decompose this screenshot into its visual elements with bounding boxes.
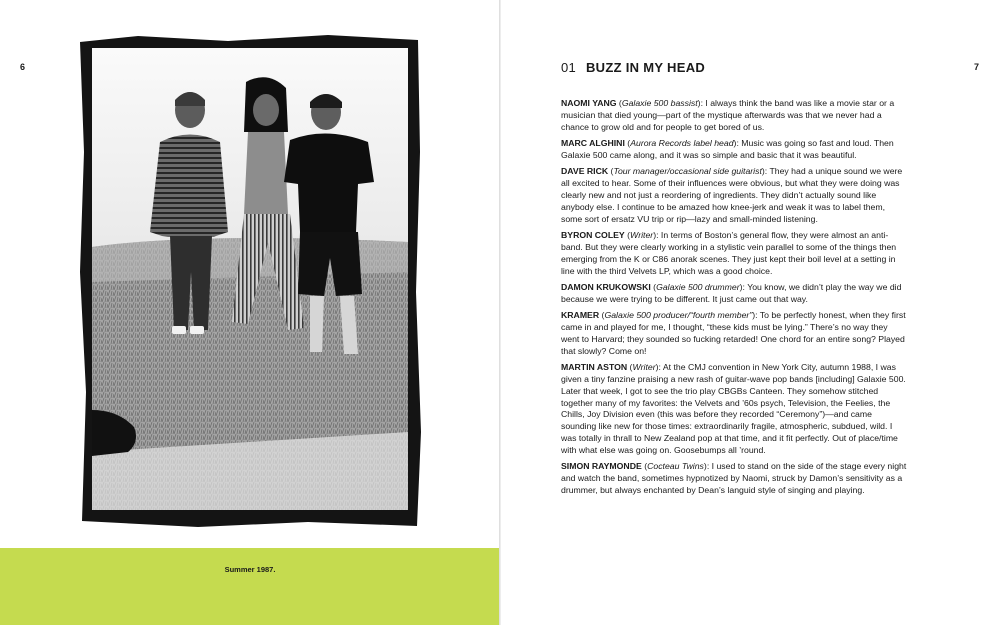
quote-entry: BYRON COLEY (Writer): In terms of Boston’s general flow, they were almost an anti-band. But they were clearly working in a stylistic vein parallel to some of the things then emerging from the K or C86 anorak scenes. They just kept their boil level at a setting in line with the third Velvets LP, which was a good choice. <box>561 230 897 276</box>
quote-text: : Music was going so fast and loud. Then Galaxie 500 came along, and it was so simple and basic that it was beautiful. <box>561 138 894 160</box>
page-number-right: 7 <box>974 62 980 72</box>
speaker-role: Galaxie 500 drummer <box>656 281 740 292</box>
quote-text: : In terms of Boston’s general flow, they were almost an anti-band. But they were clearly working in a stylistic vein parallel to some of the things then emerging from the K or C86 anorak scenes. They just kept their boil level at a setting in line with the third Velvets LP, which was a good choice. <box>561 230 897 276</box>
oral-history-text <box>561 98 908 501</box>
quote-entry: DAMON KRUKOWSKI (Galaxie 500 drummer): You know, we didn’t play the way we did because we were trying to be different. It just came out that way. <box>561 281 902 304</box>
quote-entry: SIMON RAYMONDE (Cocteau Twins): I used to stand on the side of the stage every night and watch the band, sometimes hypnotized by Naomi, struck by Damon’s sensitivity as a drummer, but always enchanted by Dean’s languid style of singing and playing. <box>561 461 907 495</box>
speaker-role: Writer <box>632 362 656 373</box>
speaker-name: SIMON RAYMONDE <box>561 461 642 472</box>
quote-entry: KRAMER (Galaxie 500 producer/“fourth member”): To be perfectly honest, when they first came in and played for me, I thought, “these kids must be lying.” There’s no way they went to Harvard; they sounded so fucking retarded! One chord for an entire song? Played that slowly? Come on! <box>561 310 906 356</box>
speaker-name: NAOMI YANG <box>561 98 617 108</box>
speaker-role: Writer <box>630 230 654 241</box>
quote-text: : They had a unique sound we were all excited to hear. Some of their influences were obvious, but what they were doing was clearly new and not just a reordering of ingredients. They didn’t actually sound like anybody else. I continue to be amazed how knee-jerk and weak it was to label them, some sort of ersatz VU trip or rip—lazy and small-minded listening. <box>561 166 903 224</box>
speaker-name: DAVE RICK <box>561 166 609 177</box>
quote-text: : I used to stand on the side of the stage every night and watch the band, sometimes hypnotized by Naomi, struck by Damon’s sensitivity as a drummer, but always enchanted by Dean’s languid style of singing and playing. <box>561 461 907 495</box>
right-page <box>501 0 1000 625</box>
speaker-role: Aurora Records label head <box>630 138 734 149</box>
photo-caption: Summer 1987. <box>224 565 276 574</box>
chapter-number: 01 <box>561 60 577 75</box>
speaker-name: KRAMER <box>561 310 600 321</box>
quote-entry: MARTIN ASTON (Writer): At the CMJ convention in New York City, autumn 1988, I was given a tiny fanzine praising a new rash of guitar-wave pop bands [including] Galaxie 500. Later that week, I got to see the trio play CBGBs Canteen. They somehow stitched together many of my favorites: the Velvets and ’60s psych, Television, the Feelies, the Chills, Joy Division even (this was before they recorded “Ceremony”)—and came sounding like new for those times: extraordinarily fragile, atmospheric, subdued, wild. I was totally in thrall to New Zealand pop at that time, and it fit perfectly. Out of place/time with what else was going on. Goosebumps all ’round. <box>561 362 906 455</box>
quote-text: : At the CMJ convention in New York City, autumn 1988, I was given a tiny fanzine praising a new rash of guitar-wave pop bands [including] Galaxie 500. Later that week, I got to see the trio play CBGBs Canteen. They somehow stitched together many of my favorites: the Velvets and ’60s psych, Television, the Feelies, the Chills, Joy Division even (this was before they recorded “Ceremony”)—and came sounding like new for those times: extraordinarily fragile, atmospheric, subdued, wild. I was totally in thrall to New Zealand pop at that time, and it fit perfectly. Out of place/time with what else was going on. Goosebumps all ’round. <box>561 362 906 455</box>
quote-entry: DAVE RICK (Tour manager/occasional side guitarist): They had a unique sound we were all excited to hear. Some of their influences were obvious, but what they were doing was clearly new and not just a reordering of ingredients. They didn’t actually sound like anybody else. I continue to be amazed how knee-jerk and weak it was to label them, some sort of ersatz VU trip or rip—lazy and small-minded listening. <box>561 166 903 224</box>
page-number-left: 6 <box>20 62 26 72</box>
quote-text: : You know, we didn’t play the way we did because we were trying to be different. It just came out that way. <box>561 281 902 304</box>
speaker-name: DAMON KRUKOWSKI <box>561 281 651 292</box>
band-photo <box>78 32 422 528</box>
speaker-name: BYRON COLEY <box>561 230 625 241</box>
speaker-role: Tour manager/occasional side guitarist <box>613 166 762 177</box>
quote-entry: MARC ALGHINI (Aurora Records label head): Music was going so fast and loud. Then Galaxie 500 came along, and it was so simple and basic that it was beautiful. <box>561 138 894 160</box>
caption-band <box>0 548 500 625</box>
chapter-heading <box>561 60 705 75</box>
chapter-title: BUZZ IN MY HEAD <box>585 60 706 75</box>
speaker-name: MARC ALGHINI <box>561 138 625 149</box>
speaker-name: MARTIN ASTON <box>561 362 628 373</box>
speaker-role: Galaxie 500 producer/“fourth member” <box>604 310 753 321</box>
speaker-role: Galaxie 500 bassist <box>621 98 698 108</box>
quote-entry: NAOMI YANG (Galaxie 500 bassist): I always think the band was like a movie star or a musician that died young—part of the mystique afterwards was that we never had a chance to grow old and for people to get bored of us. <box>561 98 895 132</box>
speaker-role: Cocteau Twins <box>647 461 704 472</box>
quote-text: : I always think the band was like a movie star or a musician that died young—part of the mystique afterwards was that we never had a chance to grow old and for people to get bored of us. <box>561 98 895 132</box>
quote-text: : To be perfectly honest, when they first came in and played for me, I thought, “these kids must be lying.” There’s no way they went to Harvard; they sounded so fucking retarded! One chord for an entire song? Played that slowly? Come on! <box>561 310 906 356</box>
